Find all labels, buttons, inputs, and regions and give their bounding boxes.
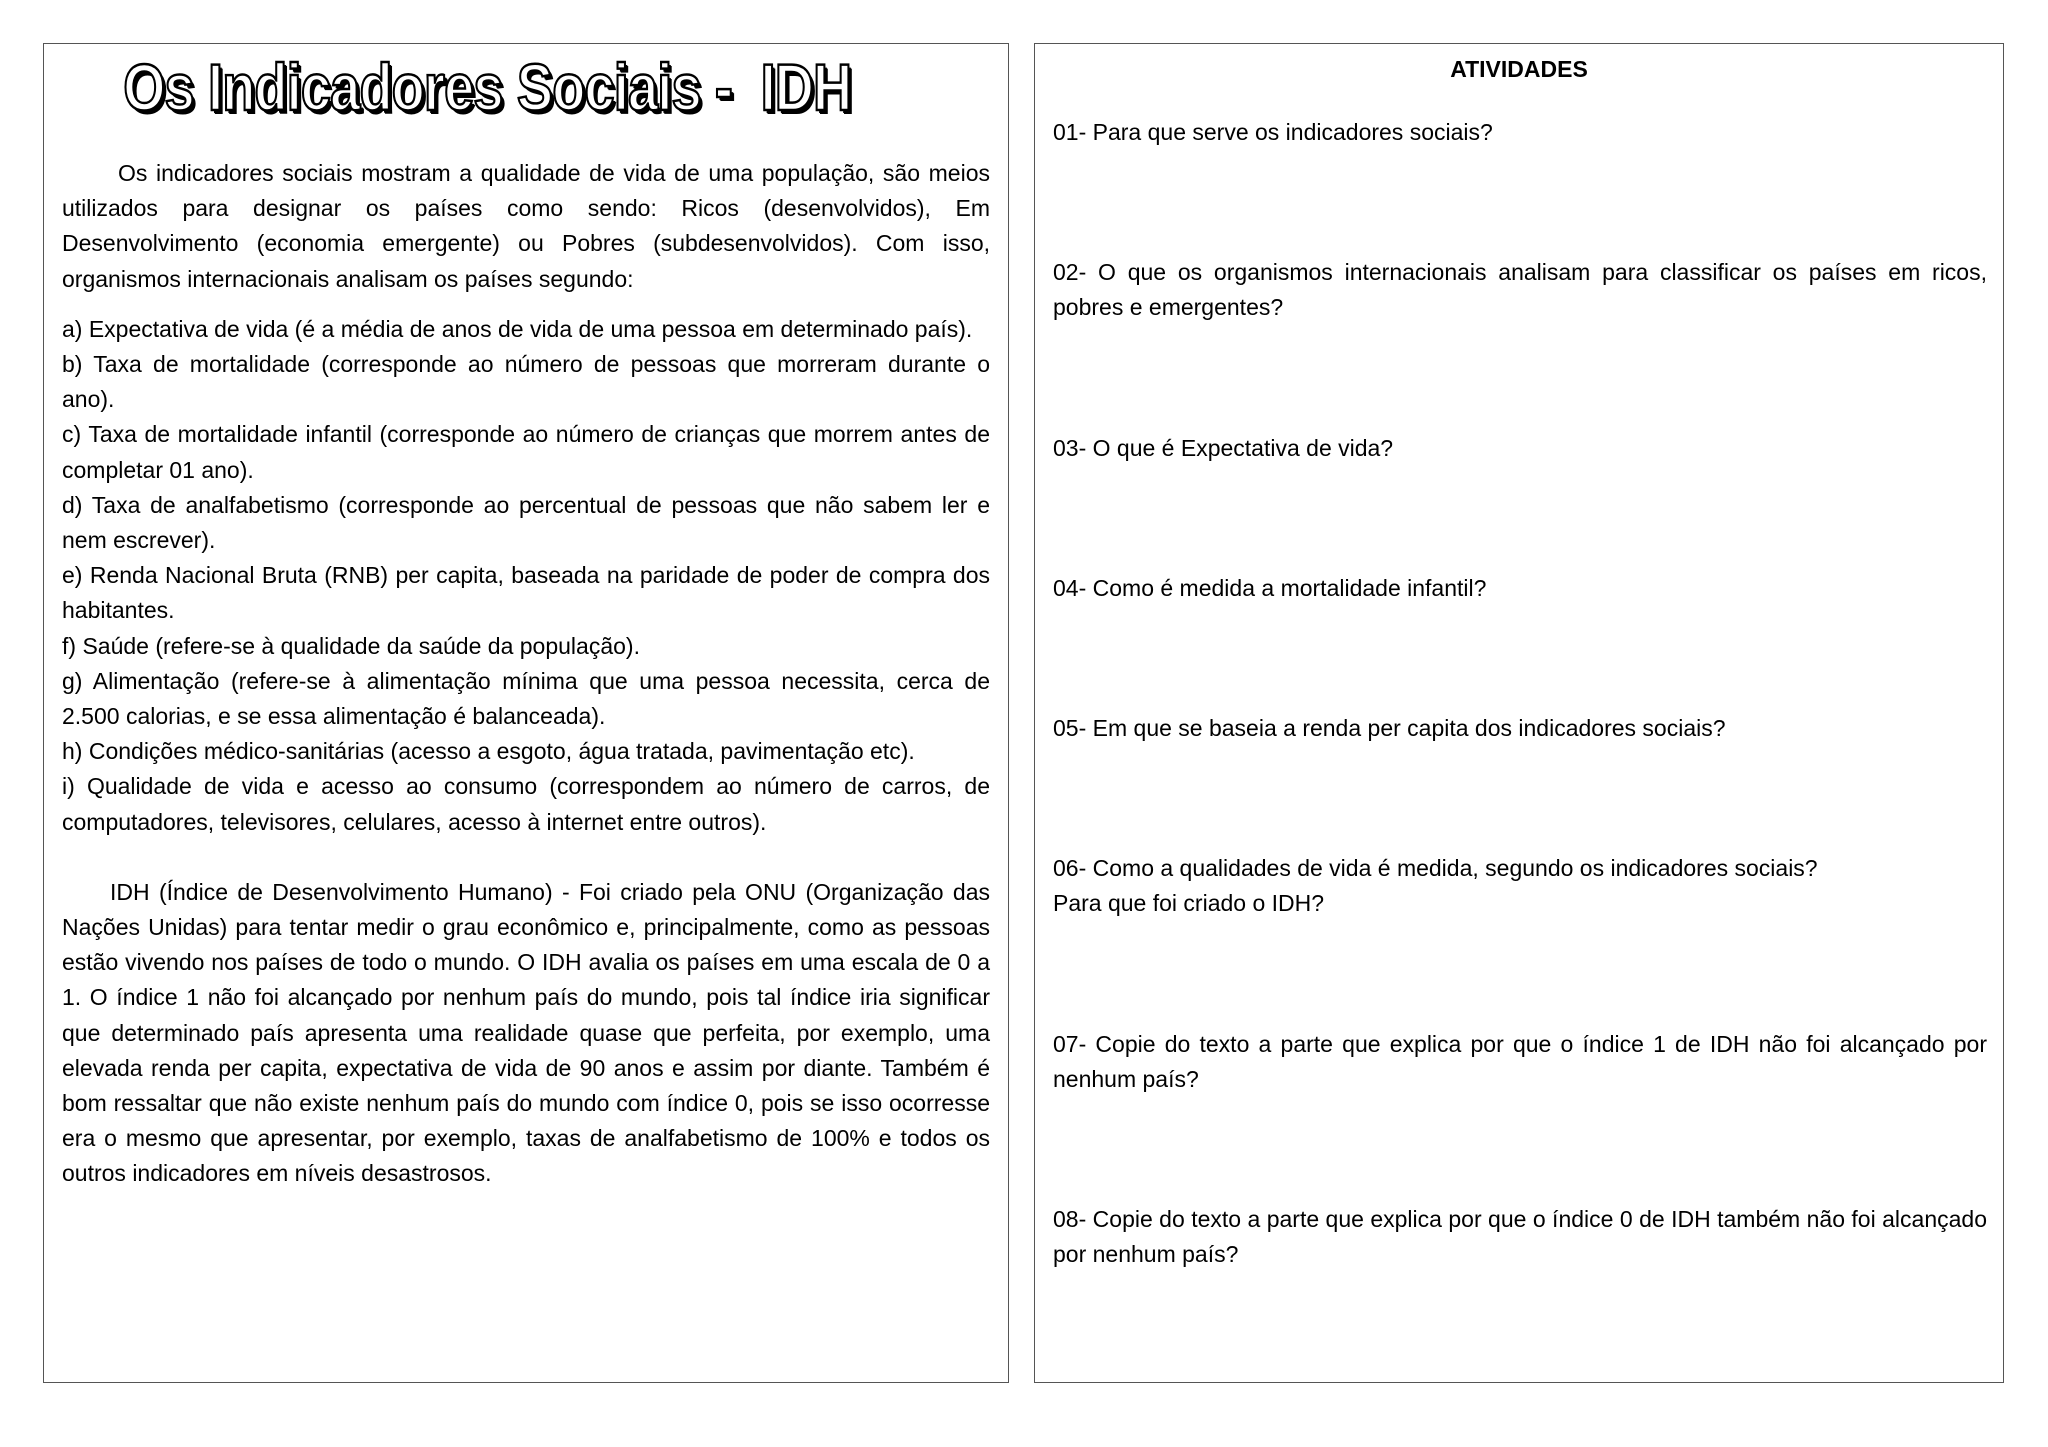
indicator-item: g) Alimentação (refere-se à alimentação mínima que uma pessoa necessita, cerca de 2.500 calorias, e se essa alimentação é balanceada). xyxy=(62,667,990,730)
indicator-item: b) Taxa de mortalidade (corresponde ao número de pessoas que morreram durante o ano). xyxy=(62,351,990,413)
idh-paragraph: IDH (Índice de Desenvolvimento Humano) - Foi criado pela ONU (Organização das Nações Unidas) para tentar medir o grau econômico e, principalmente, como as pessoas estão vivendo nos países de todo o mundo. O IDH avalia os países em uma escala de 0 a 1. O índice 1 não foi alcançado por nenhum país do mundo, pois tal índice iria significar que determinado país apresenta uma realidade quase que perfeita, por exemplo, uma elevada renda per capita, expectativa de vida de 90 anos e assim por diante. Também é bom ressaltar que não existe nenhum país do mundo com índice 0, pois se isso ocorresse era o mesmo que apresentar, por exemplo, taxas de analfabetismo de 100% e todos os outros indicadores em níveis desastrosos. xyxy=(62,878,990,1187)
question-01: 01- Para que serve os indicadores sociais? xyxy=(1053,119,1493,145)
text-body xyxy=(62,156,990,1192)
indicator-item: e) Renda Nacional Bruta (RNB) per capita, baseada na paridade de poder de compra dos habitantes. xyxy=(62,562,990,624)
question-05: 05- Em que se baseia a renda per capita dos indicadores sociais? xyxy=(1053,715,1726,741)
indicator-item: f) Saúde (refere-se à qualidade da saúde da população). xyxy=(62,632,640,659)
question-06: 06- Como a qualidades de vida é medida, segundo os indicadores sociais? xyxy=(1053,855,1818,881)
question-08: 08- Copie do texto a parte que explica por que o índice 0 de IDH também não foi alcançado por nenhum país? xyxy=(1053,1206,1987,1268)
text-panel xyxy=(43,43,1009,1383)
indicator-item: i) Qualidade de vida e acesso ao consumo (correspondem ao número de carros, de computadores, televisores, celulares, acesso à internet entre outros). xyxy=(62,773,990,835)
question-04: 04- Como é medida a mortalidade infantil? xyxy=(1053,575,1487,601)
activities-panel xyxy=(1034,43,2004,1383)
question-06-part2: Para que foi criado o IDH? xyxy=(1053,890,1325,916)
question-07: 07- Copie do texto a parte que explica por que o índice 1 de IDH não foi alcançado por nenhum país? xyxy=(1053,1031,1987,1093)
indicator-item: a) Expectativa de vida (é a média de anos de vida de uma pessoa em determinado país). xyxy=(62,315,973,342)
indicator-item: h) Condições médico-sanitárias (acesso a esgoto, água tratada, pavimentação etc). xyxy=(62,738,915,765)
activities-title: ATIVIDADES xyxy=(1450,56,1588,82)
indicator-item: c) Taxa de mortalidade infantil (corresponde ao número de crianças que morrem antes de completar 01 ano). xyxy=(62,421,990,483)
question-02: 02- O que os organismos internacionais analisam para classificar os países em ricos, pobres e emergentes? xyxy=(1053,259,1987,321)
question-03: 03- O que é Expectativa de vida? xyxy=(1053,435,1394,461)
intro-paragraph: Os indicadores sociais mostram a qualidade de vida de uma população, são meios utilizados para designar os países como sendo: Ricos (desenvolvidos), Em Desenvolvimento (economia emergente) ou Pobres (subdesenvolvidos). Com isso, organismos internacionais analisam os países segundo: xyxy=(62,160,990,292)
page-title: Os Indicadores Sociais - IDH xyxy=(123,50,852,124)
indicator-item: d) Taxa de analfabetismo (corresponde ao percentual de pessoas que não sabem ler e nem escrever). xyxy=(62,491,990,554)
